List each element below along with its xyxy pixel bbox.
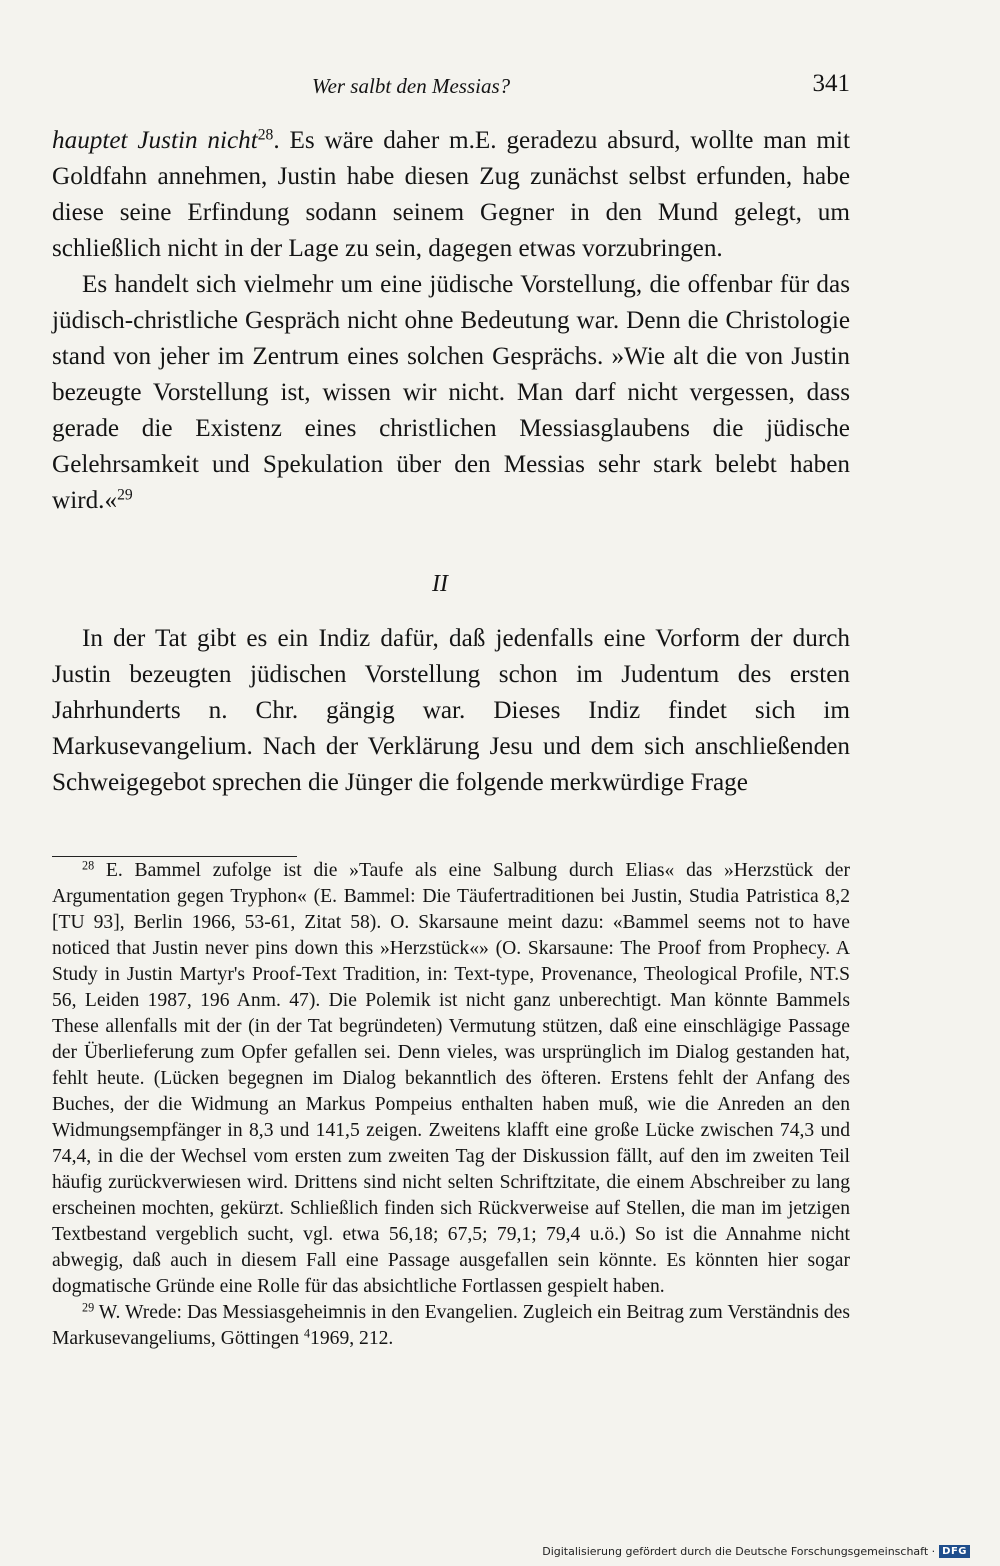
credit-text: Digitalisierung gefördert durch die Deutsche Forschungsgemeinschaft · bbox=[542, 1545, 936, 1558]
footnote-28-text: E. Bammel zufolge ist die »Taufe als eine Salbung durch Elias« das »Herzstück der Argumentation gegen Tryphon« (E. Bammel: Die Täufertraditionen bei Justin, Studia Patristica 8,2 [TU 93], Berlin 1966, 53-61, Zitat 58). O. Skarsaune meint dazu: «Bammel seems not to have noticed that Justin never pins down this »Herzstück«» (O. Skarsaune: The Proof from Prophecy. A Study in Justin Martyr's Proof-Text Tradition, in: Text-type, Provenance, Theological Profile, NT.S 56, Leiden 1987, 196 Anm. 47). Die Polemik ist nicht ganz unberechtigt. Man könnte Bammels These allenfalls mit der (in der Tat begründeten) Vermutung stützen, daß eine einschlägige Passage der Überlieferung zum Opfer gefallen sei. Denn vieles, was ursprünglich im Dialog gestanden hat, fehlt heute. (Lücken begegnen im Dialog bekanntlich des öfteren. Erstens fehlt der Anfang des Buches, der die Widmung an Markus Pompeius enthalten haben muß, wie die Anreden an den Widmungsempfänger in 8,3 und 141,5 zeigen. Zweitens klafft eine große Lücke zwischen 74,3 und 74,4, in die der Wechsel vom ersten zum zweiten Tag der Diskussion fällt, auf den im zweiten Teil häufig zurückverwiesen wird. Drittens sind nicht selten Schriftzitate, die einem Abschreiber zu lang erscheinen mochten, gekürzt. Schließlich finden sich Rückverweise auf Stellen, die man im jetzigen Textbestand vergeblich sucht, vgl. etwa 56,18; 67,5; 79,1; 79,4 u.ö.) So ist die Annahme nicht abwegig, daß auch in diesem Fall eine Passage ausgefallen sein könnte. Es könnten hier sogar dogmatische Gründe eine Rolle für das absichtliche Fortlassen gespielt haben. bbox=[52, 860, 850, 1297]
running-title: Wer salbt den Messias? bbox=[312, 74, 511, 98]
section-numeral: II bbox=[432, 571, 448, 597]
italic-phrase: hauptet Justin nicht bbox=[52, 127, 258, 154]
footnote-29-text-end: 1969, 212. bbox=[310, 1328, 394, 1349]
page-number: 341 bbox=[812, 70, 850, 97]
footnote-28 bbox=[52, 858, 850, 1300]
footnote-29 bbox=[52, 1300, 850, 1352]
main-text bbox=[52, 123, 850, 519]
digitization-credit bbox=[542, 1545, 970, 1558]
page-header bbox=[52, 70, 850, 106]
footnote-separator bbox=[52, 856, 297, 857]
section-heading bbox=[0, 571, 1000, 598]
edition-superscript: 4 bbox=[303, 1326, 311, 1341]
paragraph-3: In der Tat gibt es ein Indiz dafür, daß jedenfalls eine Vorform der durch Justin bezeugten jüdischen Vorstellung schon im Judentum des ersten Jahrhunderts n. Chr. gängig war. Dieses Indiz findet sich im Markusevangelium. Nach der Verklärung Jesu und dem sich anschließenden Schweigegebot sprechen die Jünger die folgende merkwürdige Frage bbox=[52, 625, 850, 796]
section-text bbox=[52, 621, 850, 801]
footnotes bbox=[52, 858, 850, 1352]
footnote-29-number: 29 bbox=[82, 1300, 95, 1315]
paragraph-2-text: Es handelt sich vielmehr um eine jüdische Vorstellung, die offenbar für das jüdisch-christliche Gespräch nicht ohne Bedeutung war. Denn die Christologie stand von jeher im Zentrum eines solchen Gesprächs. »Wie alt die von Justin bezeugte Vorstellung ist, wissen wir nicht. Man darf nicht vergessen, dass gerade die Existenz eines christlichen Messiasglaubens die jüdische Gelehrsamkeit und Spekulation über den Messias sehr stark belebt haben wird.« bbox=[52, 271, 850, 514]
paragraph-1-text: . Es wäre daher m.E. geradezu absurd, wollte man mit Goldfahn annehmen, Justin habe diesen Zug zunächst selbst erfunden, habe diese seine Erfindung sodann seinem Gegner in den Mund gelegt, um schließlich nicht in der Lage zu sein, dagegen etwas vorzubringen. bbox=[52, 127, 851, 262]
footnote-28-number: 28 bbox=[82, 858, 95, 873]
footnote-ref-28[interactable]: 28 bbox=[257, 126, 274, 144]
dfg-logo: DFG bbox=[939, 1545, 970, 1558]
paragraph-1 bbox=[52, 123, 850, 267]
footnote-ref-29[interactable]: 29 bbox=[117, 486, 133, 504]
paragraph-2 bbox=[52, 267, 850, 519]
footnote-29-text: W. Wrede: Das Messiasgeheimnis in den Evangelien. Zugleich ein Beitrag zum Verständnis des Markusevangeliums, Göttingen bbox=[52, 1302, 850, 1349]
